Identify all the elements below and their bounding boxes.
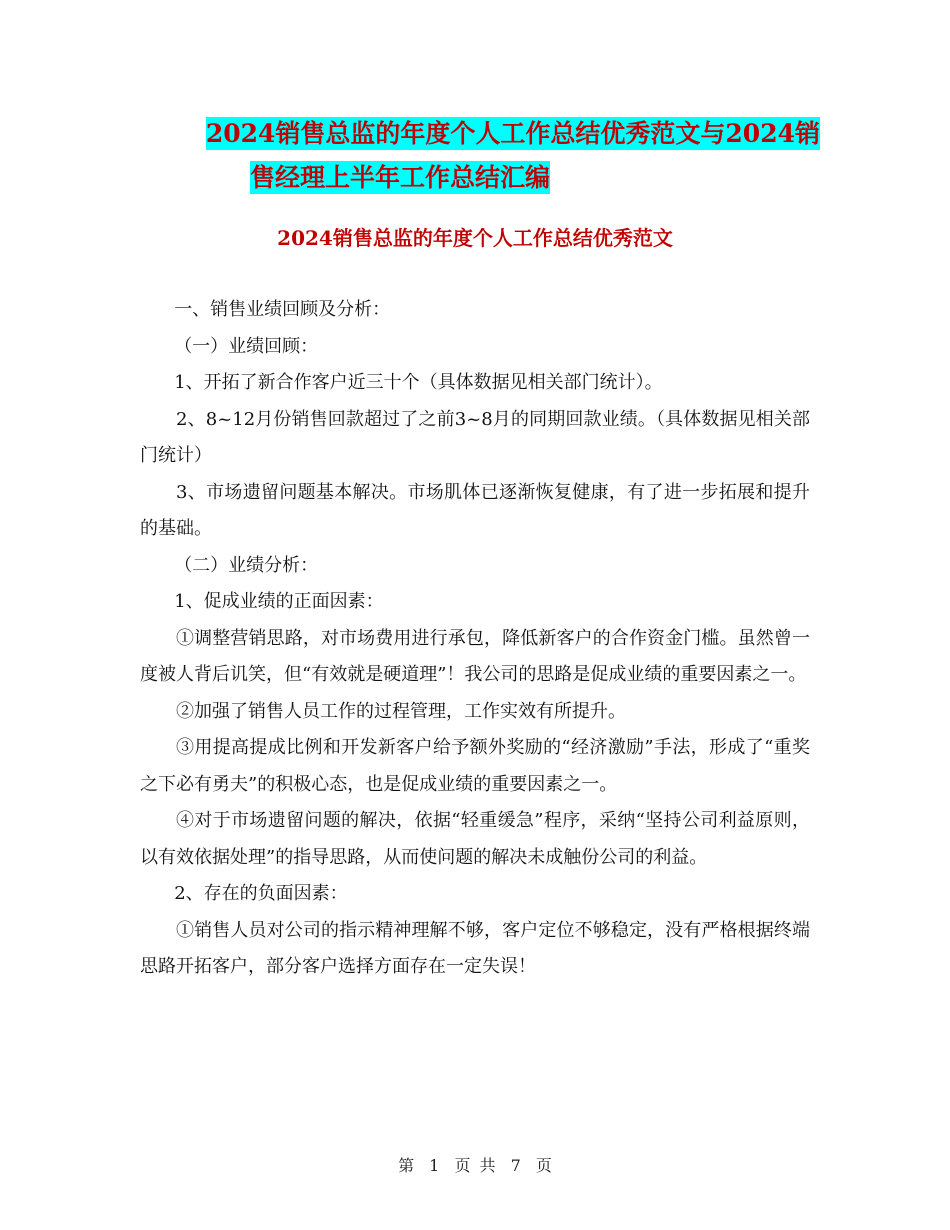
paragraph: ①销售人员对公司的指示精神理解不够，客户定位不够稳定，没有严格根据终端思路开拓客户，部分客户选择方面存在一定失误！	[140, 919, 810, 977]
paragraph: 1、开拓了新合作客户近三十个（具体数据见相关部门统计）。	[174, 372, 663, 393]
paragraph: ③用提高提成比例和开发新客户给予额外奖励的“经济激励”手法，形成了“重奖之下必有勇夫”的积极心态，也是促成业绩的重要因素之一。	[140, 737, 810, 795]
footer-middle: 页 共	[454, 1156, 496, 1175]
paragraph: ④对于市场遗留问题的解决，依据“轻重缓急”程序，采纳“坚持公司利益原则，以有效依据处理”的指导思路，从而使问题的解决未成触份公司的利益。	[140, 810, 810, 868]
paragraph: （二）业绩分析：	[174, 554, 319, 576]
title-line-1: 2024销售总监的年度个人工作总结优秀范文与2024销	[205, 119, 820, 148]
paragraph: 3、市场遗留问题基本解决。市场肌体已逐渐恢复健康，有了进一步拓展和提升的基础。	[140, 481, 810, 539]
page-number: 1	[429, 1156, 440, 1175]
paragraph: （一）业绩回顾：	[174, 335, 319, 357]
document-body	[140, 292, 810, 986]
paragraph: 2、8~12月份销售回款超过了之前3~8月的同期回款业绩。（具体数据见相关部门统计）	[140, 408, 810, 466]
paragraph: 一、销售业绩回顾及分析：	[174, 299, 391, 320]
page-total: 7	[510, 1156, 521, 1175]
title-line-2: 售经理上半年工作总结汇编	[250, 163, 551, 192]
paragraph: ②加强了销售人员工作的过程管理，工作实效有所提升。	[176, 700, 626, 722]
paragraph: 2、存在的负面因素：	[174, 883, 348, 904]
paragraph: 1、促成业绩的正面因素：	[174, 591, 384, 612]
section-title: 2024销售总监的年度个人工作总结优秀范文	[277, 226, 673, 250]
footer-prefix: 第	[398, 1156, 415, 1175]
document-title	[140, 112, 820, 200]
paragraph: ①调整营销思路，对市场费用进行承包，降低新客户的合作资金门槛。虽然曾一度被人背后讥笑，但“有效就是硬道理”！我公司的思路是促成业绩的重要因素之一。	[140, 627, 810, 685]
footer-suffix: 页	[535, 1156, 552, 1175]
page-footer	[0, 1153, 950, 1176]
